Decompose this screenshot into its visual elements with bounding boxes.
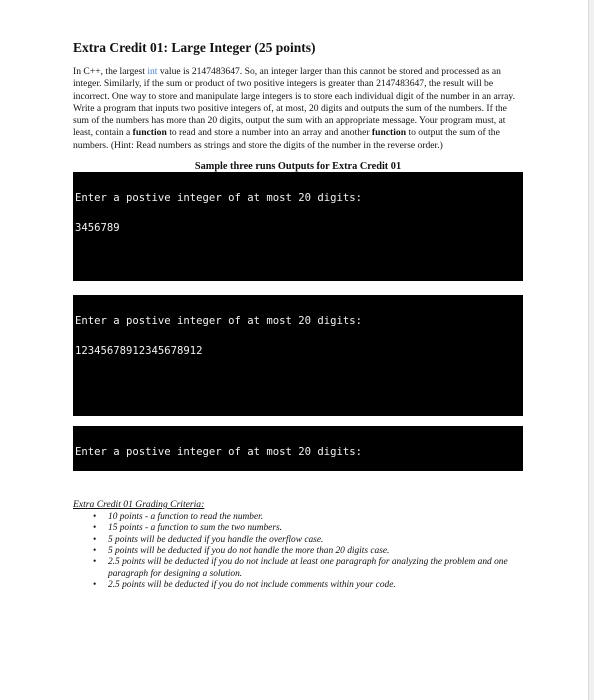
problem-description: [73, 66, 523, 152]
list-item: • 10 points - a function to read the number.: [93, 512, 264, 523]
int-keyword: int: [147, 66, 158, 77]
console-run-3: [73, 426, 523, 471]
criteria-text: 15 points - a function to sum the two numbers.: [108, 523, 282, 534]
grading-criteria-list: [73, 512, 523, 591]
document-content: [73, 40, 523, 591]
grading-criteria: [73, 499, 523, 591]
list-item: • 15 points - a function to sum the two numbers.: [93, 523, 282, 534]
sample-runs-title: Sample three runs Outputs for Extra Credit 01: [194, 161, 402, 173]
description-text-2: value is 2147483647. So, an integer larger than this cannot be stored and processed as an integer. Similarly, if the sum or product of two positive integers is greater than 2147483647, the result will be incorrect. One way to store and manipulate large integers is to store each individual digit of the number in an array. Write a program that inputs two positive integers of, at most, 20 digits and outputs the sum of the numbers. If the sum of the numbers has more than 20 digits, output the sum with an appropriate message. Your program must, at least, contain a: [73, 66, 515, 139]
criteria-text: 5 points will be deducted if you handle the overflow case.: [108, 534, 324, 545]
description-text-4: to output the sum of the numbers. (Hint: Read numbers as strings and store the digits of the number in the reverse order.): [73, 127, 500, 151]
grading-criteria-title: Extra Credit 01 Grading Criteria:: [73, 499, 205, 511]
console-line: 3456789: [75, 222, 120, 235]
criteria-text: 2.5 points will be deducted if you do not include at least one paragraph for analyzing the problem and one paragraph for designing a solution.: [108, 557, 508, 579]
list-item: • 2.5 points will be deducted if you do not include comments within your code.: [93, 579, 396, 590]
description-text-3: to read and store a number into an array and another: [166, 127, 372, 139]
description-text-1: In C++, the largest: [73, 66, 148, 77]
criteria-text: 5 points will be deducted if you do not handle the more than 20 digits case.: [108, 545, 390, 556]
list-item: • 5 points will be deducted if you do not handle the more than 20 digits case.: [93, 545, 390, 556]
function-emphasis-1: function: [132, 127, 167, 139]
console-run-2: [73, 295, 523, 416]
console-line: Enter a postive integer of at most 20 digits:: [75, 192, 363, 205]
console-line: 12345678912345678912: [75, 345, 203, 358]
list-item: • 5 points will be deducted if you handle the overflow case.: [93, 534, 324, 545]
console-line: Enter a postive integer of at most 20 digits:: [75, 315, 363, 328]
function-emphasis-2: function: [371, 127, 407, 139]
criteria-text: 2.5 points will be deducted if you do not include comments within your code.: [108, 579, 396, 590]
criteria-text: 10 points - a function to read the number.: [108, 512, 264, 523]
document-title: Extra Credit 01: Large Integer (25 points): [73, 40, 316, 55]
console-run-1: [73, 172, 523, 281]
console-line: Enter a postive integer of at most 20 digits:: [75, 446, 363, 459]
list-item: • 2.5 points will be deducted if you do not include at least one paragraph for analyzing the problem and one paragraph for designing a solution.: [93, 557, 508, 579]
